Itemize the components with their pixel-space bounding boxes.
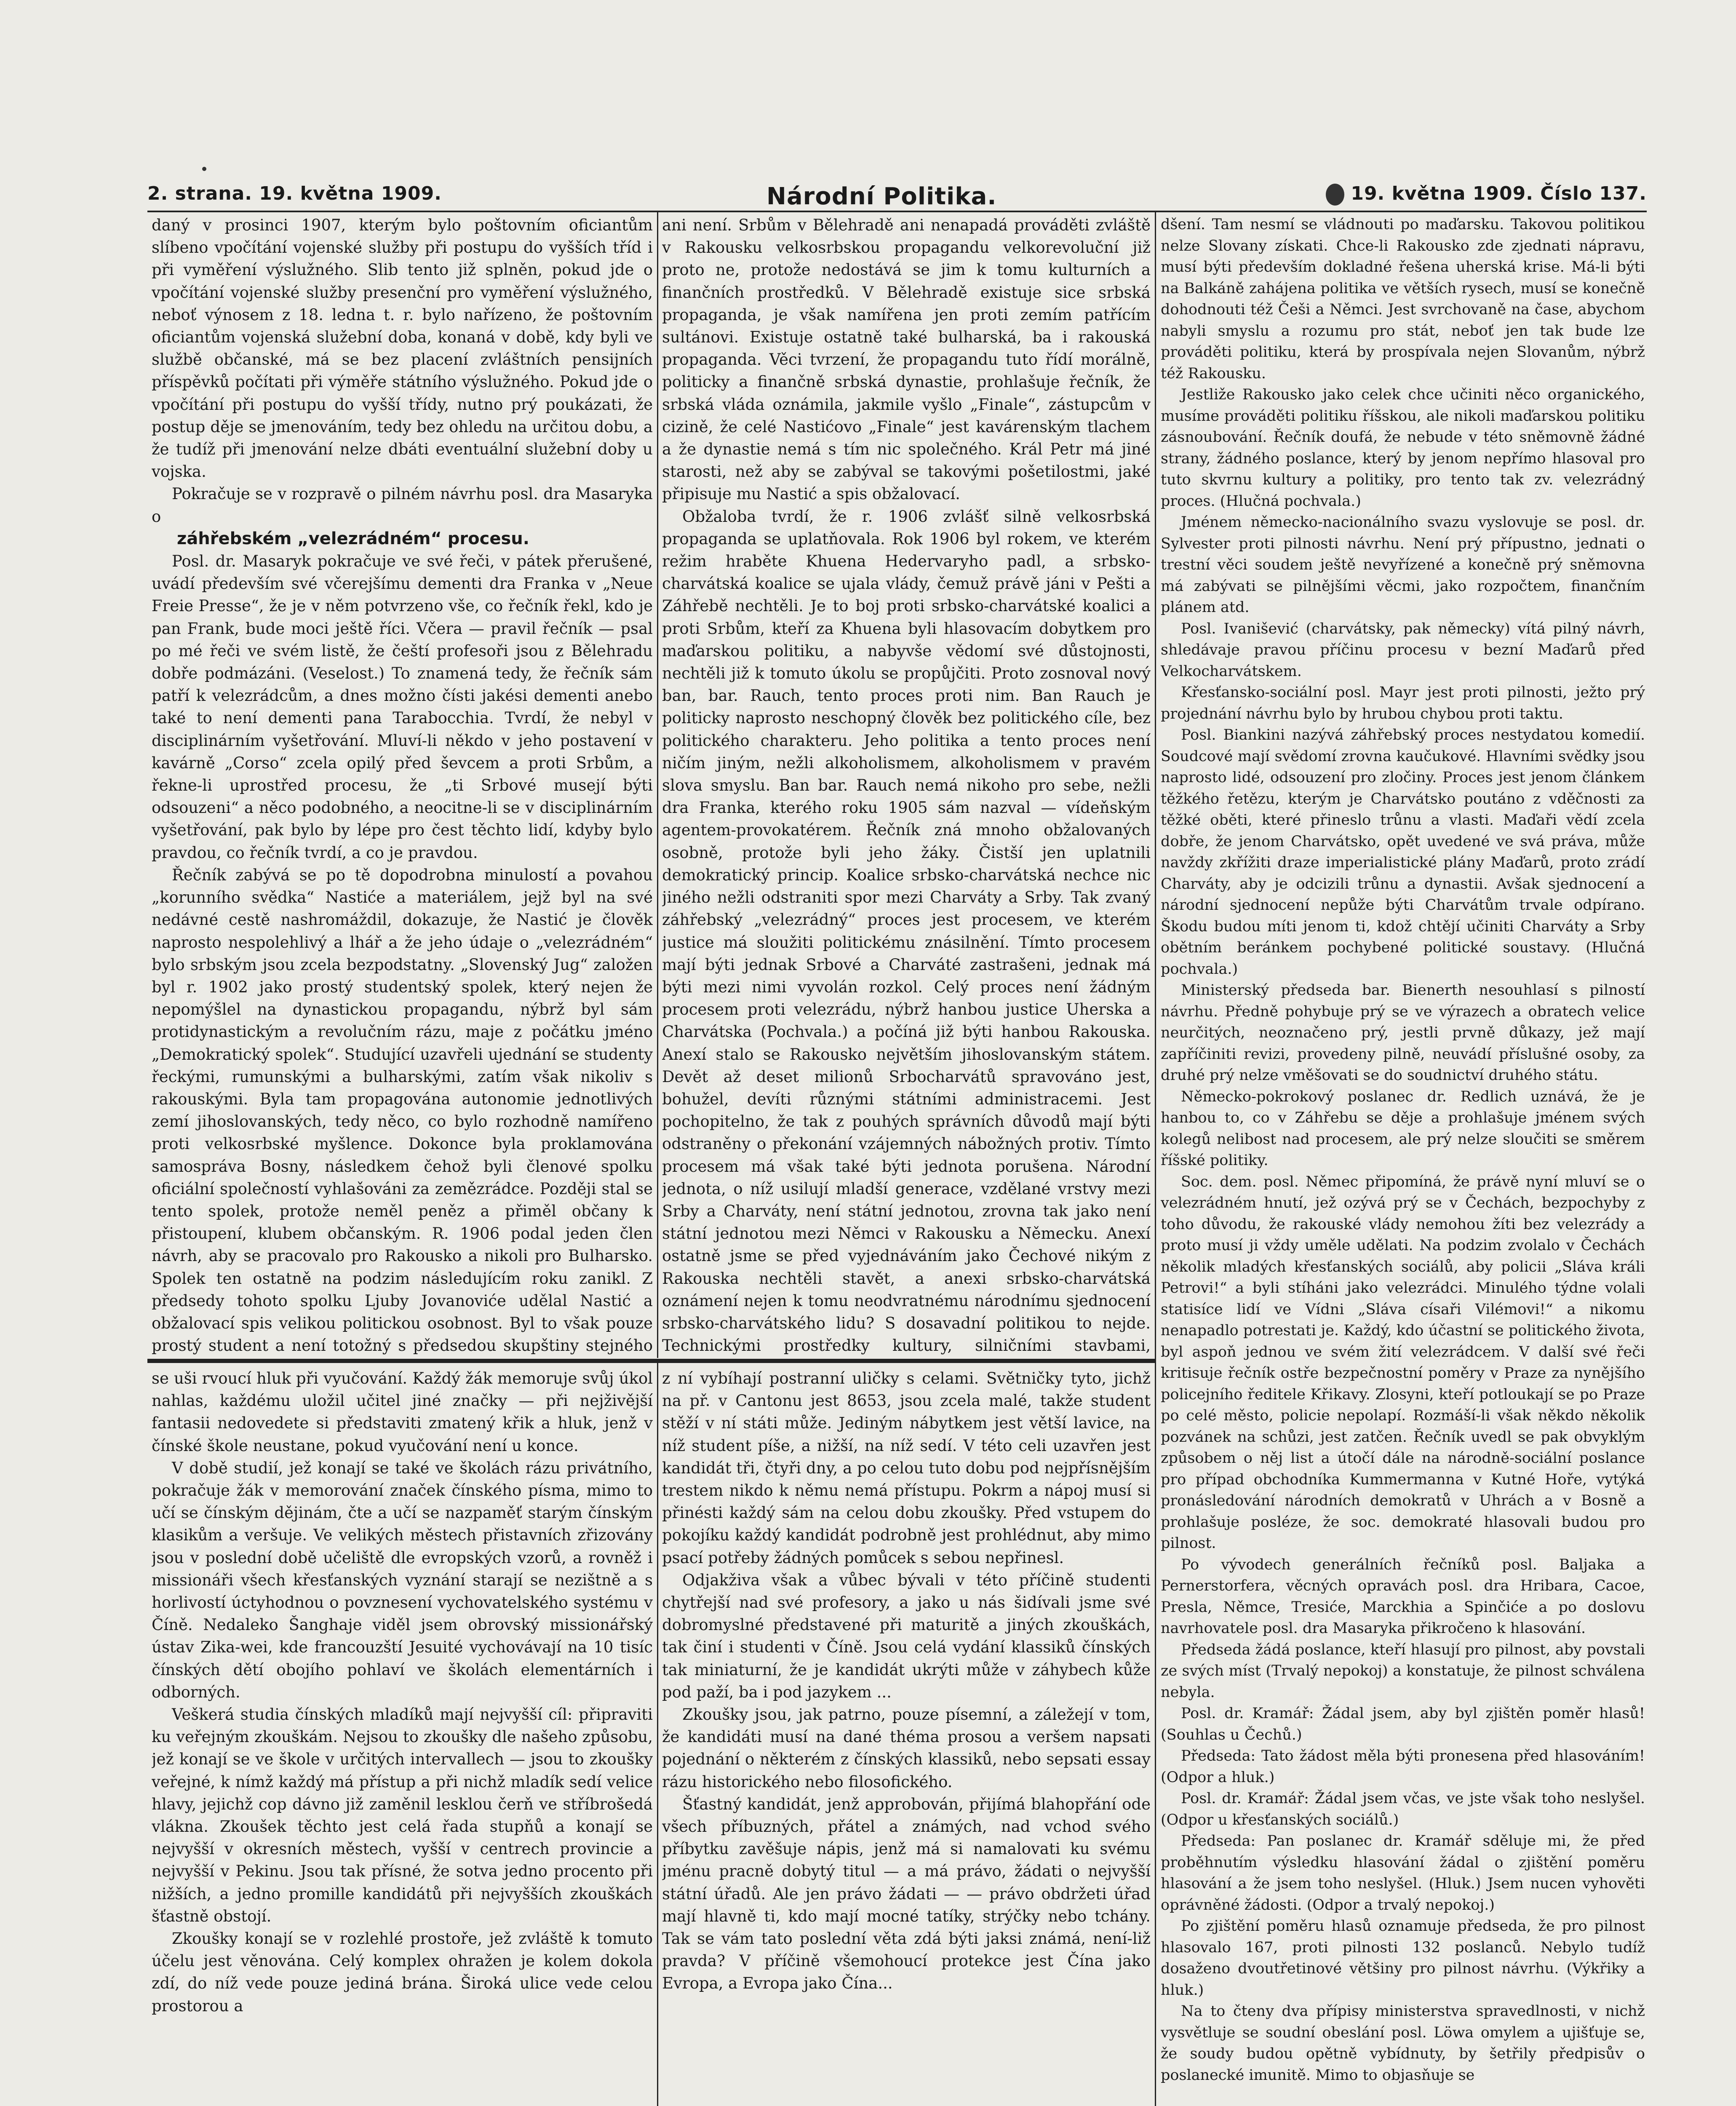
paragraph: Předseda: Pan poslanec dr. Kramář sděluje mi, že před proběhnutím výsledku hlasování žádal o zjištění poměru hlasování a že jsem toho neslyšel. (Hluk.) Jsem nucen vyhověti oprávněné žádosti. (Odpor a trvalý nepokoj.) — [1161, 1833, 1645, 1914]
paragraph: Obžaloba tvrdí, že r. 1906 zvlášť silně velkosrbská propaganda se uplatňovala. Rok 1906 byl rokem, ve kterém režim hraběte Khuena Hedervaryho padl, a srbsko-charvátská koalice se ujala vlády, čemuž právě jáni v Pešti a Záhřebě nechtěli. Je to boj proti srbsko-charvátské koalici a proti Srbům, kteří za Khuena byli hlasovacím dobytkem pro maďarskou politiku, a nabyvše vědomí své důstojnosti, nechtěli již k tomuto úkolu se propůjčiti. Proto zosnoval nový ban, bar. Rauch, tento proces proti nim. Ban Rauch je politicky naprosto neschopný člověk bez politického cíle, bez politického charakteru. Jeho politika a tento proces není ničím jiným, nežli alkoholismem, alkoholismem v pravém slova smyslu. Ban bar. Rauch nemá nikoho pro sebe, nežli dra Franka, kterého roku 1905 sám nazval — vídeňským agentem-provokatérem. Řečník zná mnoho obžalovaných osobně, protože byli jeho žáky. Čistší jen uplatnili demokratický princip. Koalice srbsko-charvátská nechce nic jiného nežli odstraniti spor mezi Charváty a Srby. Tak zvaný záhřebský „velezrádný“ proces jest procesem, ve kterém justice má sloužiti politickému znásilnění. Tímto procesem mají býti jednak Srbové a Charváté zastrašeni, jednak má býti mezi nimi vyvolán rozkol. Celý proces není žádným procesem proti velezrádu, nýbrž hanbou justice Uherska a Charvátska (Pochvala.) a počíná již býti hanbou Rakouska. Anexí stalo se Rakousko největším jihoslovanským státem. Devět až deset milionů Srbocharvátů spravováno jest, bohužel, devíti různými státními administracemi. Jest pochopitelno, že tak z pouhých správních důvodů mají býti odstraněny o překonání vzájemných nábožných protiv. Tímto procesem má však také býti jednota porušena. Národní jednota, o níž usilují mladší generace, vzdělané vrstvy mezi Srby a Charváty, není státní jednotou, zrovna tak jako není státní jednotou mezi Němci v Rakousku a Německu. Anexí ostatně jsme se před vyjednáváním jako Čechové nikým z Rakouska nechtěli stavět, a anexi srbsko-charvátská oznámení nejen k tomu neodvratnému národnímu sjednocení srbsko-charvátského lidu? S dosavadní politikou to nejde. Technickými prostředky kultury, silničními stavbami, — [662, 507, 1151, 1355]
paragraph: Na to čteny dva přípisy ministerstva spravedlnosti, v nichž vysvětluje se soudní obeslání posl. Löwa omylem a ujišťuje se, že soudy budou opětně vybídnuty, by šetřily předpisův o poslanecké imunitě. Mimo to objasňuje se — [1161, 2003, 1645, 2084]
paragraph: Ministerský předseda bar. Bienerth nesouhlasí s pilností návrhu. Předně pohybuje prý se ve výrazech a obratech velice neurčitých, neoznačeno prý, jestli prvně důkazy, jež mají zapříčiniti revizi, provedeny pilně, neuvádí příslušné osoby, za druhé prý nelze vměšovati se do soudnictví druhého státu. — [1161, 982, 1645, 1084]
paragraph: Německo-pokrokový poslanec dr. Redlich uznává, že je hanbou to, co v Záhřebu se děje a prohlašuje jménem svých kolegů nelibost nad procesem, ale prý nelze sloučiti se směrem říšské politiky. — [1161, 1088, 1645, 1169]
page-header — [147, 180, 1647, 211]
paragraph: Jménem německo-nacionálního svazu vyslovuje se posl. dr. Sylvester proti pilnosti návrhu. Není prý přípustno, jednati o trestní věci soudem ještě nevyřízené a konečně prý sněmovna má zabývati se pilnějšími věcmi, jako rozpočtem, finančním plánem atd. — [1161, 514, 1645, 616]
paragraph: Zkoušky konají se v rozlehlé prostoře, jež zvláště k tomuto účelu jest věnována. Celý komplex ohražen je kolem dokola zdí, do níž vede pouze jediná brána. Široká ulice vede celou prostorou a — [152, 1930, 653, 2015]
header-date-left: 2. strana. 19. května 1909. — [147, 183, 442, 204]
paragraph: V době studií, jež konají se také ve školách rázu privátního, pokračuje žák v memorování značek čínského písma, mimo to učí se čínským dějinám, čte a učí se nazpaměť starým čínským klasikům a veršuje. Ve velikých městech přistavních zřizovány jsou v poslední době učeliště dle evropských vzorů, a rovněž i missionáři všech křesťanských vyznání starají se nezištně a s horlivostí úctyhodnou o povznesení vychovatelského systému v Číně. Nedaleko Šanghaje viděl jsem obrovský missionářský ústav Zika-wei, kde francouzští Jesuité vychovávají na 10 tisíc čínských dětí obojího pohlaví ve školách elementárních i odborných. — [152, 1459, 653, 1701]
article-column-3 — [1161, 214, 1645, 2106]
paragraph: daný v prosinci 1907, kterým bylo poštovním oficiantům slíbeno vpočítání vojenské služby při postupu do vyšších tříd i při vyměření výslužného. Slib tento již splněn, pokud jde o vpočítání vojenské služby presenční pro vyměření výslužného, neboť výnosem z 18. ledna t. r. bylo nařízeno, že poštovním oficiantům vojenská služební doba, konaná v době, kdy byli ve službě občanské, má se bez placení zvláštních pensijních příspěvků počítati při výměře státního výslužného. Pokud jde o vpočítání při postupu do vyšší třídy, nutno prý poukázati, že postup děje se jmenováním, tedy bez ohledu na určitou dobu, a že tudíž při jmenování nelze dbáti eventuální služební doby u vojska. — [152, 216, 653, 481]
column-rule-1 — [657, 212, 658, 1358]
column-rule-2 — [1155, 212, 1156, 2106]
ink-speck — [202, 167, 206, 171]
paragraph: Předseda: Tato žádost měla býti pronesena před hlasováním! (Odpor a hluk.) — [1161, 1748, 1645, 1786]
article-column-1 — [152, 214, 653, 1356]
paragraph: Posl. dr. Kramář: Žádal jsem, aby byl zjištěn poměr hlasů! (Souhlas u Čechů.) — [1161, 1705, 1645, 1743]
feuilleton-column-1 — [152, 1367, 653, 2106]
feuilleton-column-rule — [657, 1363, 658, 2106]
paragraph: Po vývodech generálních řečníků posl. Baljaka a Pernerstorfera, věcných opravách posl. dra Hribara, Cacoe, Presla, Němce, Tresiće, Marckhia a Spinčiće a po doslovu navrhovatele posl. dra Masaryka přikročeno k hlasování. — [1161, 1556, 1645, 1637]
feuilleton-column-2 — [662, 1367, 1151, 2106]
paragraph: Jestliže Rakousko jako celek chce učiniti něco organického, musíme prováděti politiku říšskou, ale nikoli maďarskou politiku zásnoubování. Řečník doufá, že nebude v této sněmovně žádné strany, žádného poslance, který by jenom nepřímo hlasoval pro tuto skvrnu kultury a politiky, pro tento tak zv. velezrádný proces. (Hlučná pochvala.) — [1161, 386, 1645, 510]
paragraph: Posl. dr. Kramář: Žádal jsem včas, ve jste však toho neslyšel. (Odpor u křesťanských sociálů.) — [1161, 1790, 1645, 1828]
header-issue-right: 19. května 1909. Číslo 137. — [1351, 183, 1647, 204]
paragraph: Po zjištění poměru hlasů oznamuje předseda, že pro pilnost hlasovalo 167, proti pilnosti 132 poslanců. Nebylo tudíž dosaženo dvoutřetinové většiny pro pilnost návrhu. (Výkřiky a hluk.) — [1161, 1918, 1645, 1999]
paragraph: Posl. Biankini nazývá záhřebský proces nestydatou komedií. Soudcové mají svědomí zrovna kaučukové. Hlavními svědky jsou naprosto lidé, odsouzení pro zločiny. Proces jest jenom článkem těžkého řetězu, kterým je Charvátsko poutáno z vděčnosti za těžké oběti, které přineslo trůnu a vlasti. Maďaři vědí zcela dobře, že jenom Charvátsko, opět uvedené ve svá práva, může navždy zkřížiti draze imperialistické plány Maďarů, proto zrádí Charváty, aby je odcizili trůnu a dynastii. Avšak sjednocení a národní sjednocení nepůže býti Charvátům trvale odpírano. Škodu budou míti jenom ti, kdož chtějí učiniti Charváty a Srby obětním beránkem pochybené politické soustavy. (Hlučná pochvala.) — [1161, 727, 1645, 978]
paragraph: Křesťansko-sociální posl. Mayr jest proti pilnosti, ježto prý projednání návrhu bylo by hrubou chybou proti taktu. — [1161, 684, 1645, 722]
paragraph: Šťastný kandidát, jenž approbován, přijímá blahopřání ode všech příbuzných, přátel a známých, nad vchod svého příbytku zavěšuje nápis, jenž má si namalovati ku svému jménu pracně dobytý titul — a má právo, žádati o nejvyšší státní úřadů. Ale jen právo žádati — — právo obdržeti úřad mají hlavně ti, kdo mají mocné tatíky, strýčky nebo tchány. Tak se vám tato poslední věta zdá býti jaksi známá, není-liž pravda? V příčině všemohoucí protekce jest Čína jako Evropa, a Evropa jako Čína... — [662, 1795, 1151, 1993]
feuilleton-rule — [147, 1359, 1155, 1363]
paragraph: Řečník zabývá se po tě dopodrobna minulostí a povahou „korunního svědka“ Nastiće a materiálem, jejž byl na své nedávné cestě nashromáždil, dokazuje, že Nastić je člověk naprosto nespolehlivý a lhář a že jeho údaje o „velezrádném“ bylo srbským jsou zcela bezpodstatny. „Slovenský Jug“ založen byl r. 1902 jako prostý studentský spolek, který nejen že nepomýšlel na dynastickou propagandu, nýbrž byl sám protidynastickým a revolučním rázu, maje z počátku jméno „Demokratický spolek“. Studující uzavřeli ujednání se studenty řeckými, rumunskými a bulharskými, zatím však nikoliv s rakouskými. Byla tam propagována autonomie jednotlivých zemí jihoslovanských, tedy něco, co bylo rozhodně namířeno proti velkosrbské myšlence. Dokonce byla proklamována samospráva Bosny, následkem čehož byli členové spolku oficiální společností vyhlašováni za zemězrádce. Později stal se tento spolek, protože neměl peněz a přiměl občany k přistoupení, klubem občanským. R. 1906 podal jeden člen návrh, aby se pracovalo pro Rakousko a nikoli pro Bulharsko. Spolek ten ostatně na podzim následujícím roku zanikl. Z předsedy tohoto spolku Ljuby Jovanoviće udělal Nastić a obžalovací spis velikou politickou osobnost. Byl to však pouze prostý student a není totožný s předsedou skupštiny stejného — [152, 866, 653, 1355]
section-heading: záhřebském „velezrádném“ procesu. — [177, 529, 529, 548]
paragraph: dšení. Tam nesmí se vládnouti po maďarsku. Takovou politikou nelze Slovany získati. Chce-li Rakousko zde zjednati nápravu, musí býti především dokladné řešena uherská krise. Má-li býti na Balkáně zahájena politika ve větších rysech, musí se konečně dohodnouti též Češi a Němci. Jest svrchovaně na čase, abychom nabyli smyslu a rozumu pro stát, neboť jen tak bude lze prováděti politiku, která by prospívala nejen Slovanům, nýbrž též Rakousku. — [1161, 216, 1645, 382]
paragraph: ani není. Srbům v Bělehradě ani nenapadá prováděti zvláště v Rakousku velkosrbskou propagandu velkorevoluční již proto ne, protože nedostává se jim k tomu kulturních a finančních prostředků. V Bělehradě existuje sice srbská propaganda, je však namířena jen proti zemím patřícím sultánovi. Existuje ostatně také bulharská, ba i rakouská propaganda. Věci tvrzení, že propagandu tuto řídí morálně, politicky a finančně srbská dynastie, prohlašuje řečník, že srbská vláda oznámila, jakmile vyšlo „Finale“, zástupcům v cizině, že celé Nastićovo „Finale“ jest kavárenským tlachem a že dynastie nemá s tím nic společného. Král Petr má jiné starosti, než aby se zabýval se takovými pošetilostmi, jaké připisuje mu Nastić a spis obžalovací. — [662, 216, 1151, 503]
paragraph: Odjakživa však a vůbec bývali v této příčině studenti chytřejší nad své profesory, a jako u nás šidívali jsme své dobromyslné představené při maturitě a jiných zkouškách, tak činí i studenti v Číně. Jsou celá vydání klassiků čínských tak miniaturní, že je kandidát ukrýti může v záhybech kůže pod paží, ba i pod jazykem ... — [662, 1571, 1151, 1701]
paragraph: Zkoušky jsou, jak patrno, pouze písemní, a záležejí v tom, že kandidáti musí na dané théma prosou a veršem napsati pojednání o některém z čínských klassiků, nebo sepsati essay rázu historického nebo filosofického. — [662, 1705, 1151, 1791]
paragraph: Pokračuje se v rozpravě o pilném návrhu posl. dra Masaryka o — [152, 485, 653, 526]
paragraph: Soc. dem. posl. Němec připomíná, že právě nyní mluví se o velezrádném hnutí, jež ozývá prý se v Čechách, bezpochyby z toho důvodu, že rakouské vlády nemohou žíti bez velezrády a proto musí ji vždy uměle udělati. Na podzim zvolalo v Čechách několik mladých křesťanských sociálů, aby policii „Sláva králi Petrovi!“ a byli stíháni jako velezrádci. Minulého týdne volali statisíce lidí ve Vídni „Sláva císaři Vilémovi!“ a nikomu nenapadlo potrestati je. Každý, kdo účastní se politického života, byl aspoň jednou ve svém žití velezrádcem. V další své řeči kritisuje řečník ostře bezpečnostní poměry v Praze za nynějšího policejního ředitele Křikavy. Zlosyni, kteří potloukají se po Praze po celé město, policie nepolapí. Rozmáší-li však někdo několik pozvánek na schůzi, jest zatčen. Řečník uvedl se pak obvyklým způsobem o něj list a útočí dále na národně-sociální poslance pro případ obchodníka Kummermanna v Kutné Hoře, vytýká pronásledování národních demokratů v Uhrách a v Bosně a prohlašuje posléze, že soc. demokraté hlasovali budou pro pilnost. — [1161, 1173, 1645, 1552]
paragraph: Veškerá studia čínských mladíků mají nejvyšší cíl: připraviti ku veřejným zkouškám. Nejsou to zkoušky dle našeho způsobu, jež konají se ve škole v určitých intervallech — jsou to zkoušky veřejné, k nímž každý má přístup a při nichž mladík sedí velice hlavy, jejichž cop dávno již zaměnil lesklou čerň ve stříbrošedá vlákna. Zkoušek těchto jest celá řada stupňů a konají se nejvyšší v okresních městech, vyšší v centrech provincie a nejvyšší v Pekinu. Jsou tak přísné, že sotva jedno procento při nižších, a jedno promille kandidátů při nejvyšších zkouškách šťastně obstojí. — [152, 1705, 653, 1925]
masthead-title: Národní Politika. — [767, 183, 997, 210]
paragraph: z ní vybíhají postranní uličky s celami. Světničky tyto, jichž na př. v Cantonu jest 8653, jsou zcela malé, takže student stěží v ní státi může. Jediným nábytkem jest větší lavice, na níž student píše, a nižší, na níž sedí. V této celi uzavřen jest kandidát tři, čtyři dny, a po celou tuto dobu pod nejpřísnějším trestem nikdo k němu nemá přístupu. Pokrm a nápoj musí si přinésti každý sám na celou dobu zkoušky. Před vstupem do pokojíku každý kandidát podrobně jest prohlédnut, aby mimo psací potřeby žádných pomůcek s sebou nepřinesl. — [662, 1369, 1151, 1567]
paragraph: se uši rvoucí hluk při vyučování. Každý žák memoruje svůj úkol nahlas, každému uložil učitel jiné značky — při nejživější fantasii nedovedete si představiti zmatený křik a hluk, jenž v čínské škole neustane, pokud vyučování není u konce. — [152, 1369, 653, 1455]
paragraph: Posl. dr. Masaryk pokračuje ve své řeči, v pátek přerušené, uvádí především své včerejšímu dementi dra Franka v „Neue Freie Presse“, že je v něm potvrzeno vše, co řečník řekl, kdo je pan Frank, bude moci ještě říci. Včera — pravil řečník — psal po mé řeči ve svém listě, že čeští profesoři jsou z Bělehradu dobře podmázáni. (Veselost.) To znamená tedy, že řečník sám patří k velezrádcům, a dnes možno čísti jakési dementi anebo také to není dementi pana Tarabocchia. Tvrdí, že nebyl v disciplinárním vyšetřování. Mluví-li někdo v jeho postavení v kavárně „Corso“ zcela opilý před ševcem a proti Srbům, a řekne-li uprostřed procesu, že „ti Srbové musejí býti odsouzeni“ a něco podobného, a neocitne-li se v disciplinárním vyšetřování, pak bylo by lépe pro čest těchto lidí, kdyby bylo pravdou, co řečník tvrdí, a co je pravdou. — [152, 552, 653, 862]
paragraph: Předseda žádá poslance, kteří hlasují pro pilnost, aby povstali ze svých míst (Trvalý nepokoj) a konstatuje, že pilnost schválena nebyla. — [1161, 1641, 1645, 1701]
article-column-2 — [662, 214, 1151, 1356]
ink-blot — [1326, 184, 1344, 206]
paragraph: Posl. Ivanišević (charvátsky, pak německy) vítá pilný návrh, shledávaje pravou příčinu procesu v bezní Maďarů před Velkocharvátskem. — [1161, 620, 1645, 680]
header-rule — [147, 211, 1647, 212]
